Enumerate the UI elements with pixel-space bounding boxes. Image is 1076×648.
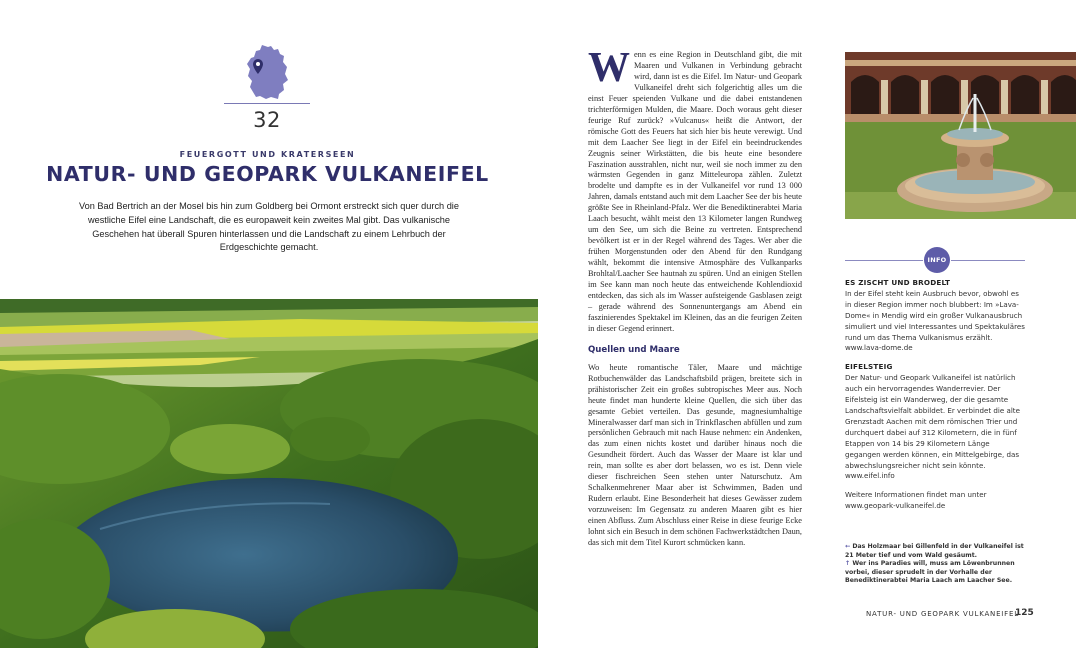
info-divider-left — [845, 260, 923, 261]
photo-lion-fountain-cloister-maria-laach — [845, 52, 1076, 219]
info-text: Der Natur- und Geopark Vulkaneifel ist natürlich auch ein hervorragendes Wanderrevier. Der Eifelsteig ist ein Wanderweg, der die gesamte Landschaftsvielfalt abbildet. Er verbindet die alte Grenzstadt Aachen mit dem römischen Trier und durchquert dabei auf 312 Kilometern, die in fünf Etappen von 14 bis 29 Kilometern Länge gegangen werden können, ein Mittelgebirge, das abwechslungsreicher nicht sein könnte. www.eifel.info — [845, 373, 1020, 481]
more-info: Weitere Informationen findet man unter www.geopark-vulkaneifel.de — [845, 490, 987, 511]
page-title: NATUR- UND GEOPARK VULKANEIFEL — [46, 162, 489, 186]
running-footer: NATUR- UND GEOPARK VULKANEIFEL — [866, 610, 1019, 618]
photo-captions — [845, 543, 1025, 586]
body-text-column — [588, 45, 802, 549]
subheading: Quellen und Maare — [588, 344, 680, 355]
info-heading: EIFELSTEIG — [845, 362, 893, 372]
lead-paragraph: Von Bad Bertrich an der Mosel bis hin zum Goldberg bei Ormont erstreckt sich quer durch die westliche Eifel eine Landschaft, die es europaweit kein zweites Mal gibt. Das vulkanische Geschehen hat überall Spuren hinterlassen und die Landschaft zu einem Lehrbuch der Erdgeschichte gemacht. — [79, 201, 459, 253]
info-text: In der Eifel steht kein Ausbruch bevor, obwohl es in dieser Region immer noch blubbert: Im »Lava-Dome« in Mendig wird ein großer Vulkanausbruch simuliert und viel Interessantes und Spektakuläres rund um das Thema Vulkanismus erzählt. www.lava-dome.de — [845, 288, 1025, 353]
tour-number: 32 — [253, 108, 281, 132]
intro-paragraph: enn es eine Region in Deutschland gibt, die mit Maaren und Vulkanen in Verbindung gebracht wird, dann ist es die Eifel. Im Natur- und Geopark Vulkaneifel dreht sich folgerichtig alles um die einst Feuer speienden Vulkane und die dabei entstandenen trichterförmigen Mulden, die Maare. Doch woraus geht dieser feurige Ruf zurück? »Vulcanus« heißt die Antwort, der römische Gott des Feuers hat sich hier bis heute verewigt. Und mit dem Laacher See liegt in der Eifel ein beeindruckendes Zeugnis seiner Wirkstätten, die bis heute eine besondere Faszination ausstrahlen, nicht nur, weil sie noch immer zu den wärmsten Gegenden in ganz Mitteleuropa zählen. Zuletzt brodelte und dampfte es in der Vulkaneifel vor rund 13 000 Jahren, damals entstand auch mit dem Laacher See der bis heute größte See in Rheinland-Pfalz. Wer die Benediktinerabtei Maria Laach besucht, wählt meist den 13 Kilometer langen Rundweg um den See, um sich die Beine zu vertreten. Entsprechend bevölkert ist er in der Regel während des Tages. Wer aber die frühen Morgenstunden oder den Abend für den Rundgang wählt, bekommt die intensive Atmosphäre des Vulkanparks Brohltal/Laacher See hautnah zu spüren. Und an einigen Stellen im See kann man noch heute das entweichende Kohlendioxid entdecken, das sich als im Wasser aufsteigende Gasblasen zeigt – gerade während des Sonnenuntergangs am Abend ein faszinierendes Spektakel im Kleinen, das an die feurigen Zeiten in dieser Gegend erinnert. — [588, 50, 802, 333]
info-badge: INFO — [924, 247, 950, 273]
caption: ← Das Holzmaar bei Gillenfeld in der Vulkaneifel ist 21 Meter tief und vom Wald gesäumt. — [845, 543, 1024, 559]
dropcap: W — [588, 45, 630, 91]
kicker: FEUERGOTT UND KRATERSEEN — [179, 150, 356, 159]
second-paragraph: Wo heute romantische Täler, Maare und mächtige Rotbuchenwälder das Landschaftsbild prägen, breitete sich in prähistorischer Zeit ein großes subtropisches Meer aus. Noch heute findet man hunderte kleine Quellen, die sich über das gesamte Gebiet verteilen. Das gesunde, magnesiumhaltige Mineralwasser darf man sich in Trinkflaschen abfüllen und zum persönlichen Gebrauch mit nach Hause nehmen: ein Andenken, das zum einen nichts kostet und darüber hinaus noch die Gesundheit fördert. Auch das Wasser der Maare ist klar und rein, man sollte es aber dort belassen, wo es ist. Denn viele dieser fischreichen Seen stehen unter Naturschutz. Am Schalkenmehrener Maar aber ist Schwimmen, Baden und Rudern erlaubt. Eine Besonderheit hat dieses Gewässer zudem vorzuweisen: Im Gegensatz zu anderen Maaren gibt es hier einen Abfluss. Zum Abschluss einer Reise in diese feurige Ecke lohnt sich ein Besuch in dem schönen Fachwerkstädtchen Daun, das sich mit dem Titel Kurort schmücken kann. — [588, 362, 802, 547]
up-arrow-icon: ↑ — [845, 560, 851, 568]
caption: ↑ Wer ins Paradies will, muss am Löwenbrunnen vorbei, dieser sprudelt in der Vorhalle der Benediktinerabtei Maria Laach am Laacher See. — [845, 560, 1015, 585]
info-box — [845, 278, 1025, 520]
info-divider-right — [951, 260, 1025, 261]
left-arrow-icon: ← — [845, 543, 851, 550]
germany-map-with-location-pin-icon — [244, 44, 290, 100]
info-heading: ES ZISCHT UND BRODELT — [845, 278, 951, 287]
page-number-rule — [224, 103, 310, 104]
aerial-photo-holzmaar-lake-forest — [0, 299, 538, 648]
folio: 125 — [1015, 608, 1034, 618]
